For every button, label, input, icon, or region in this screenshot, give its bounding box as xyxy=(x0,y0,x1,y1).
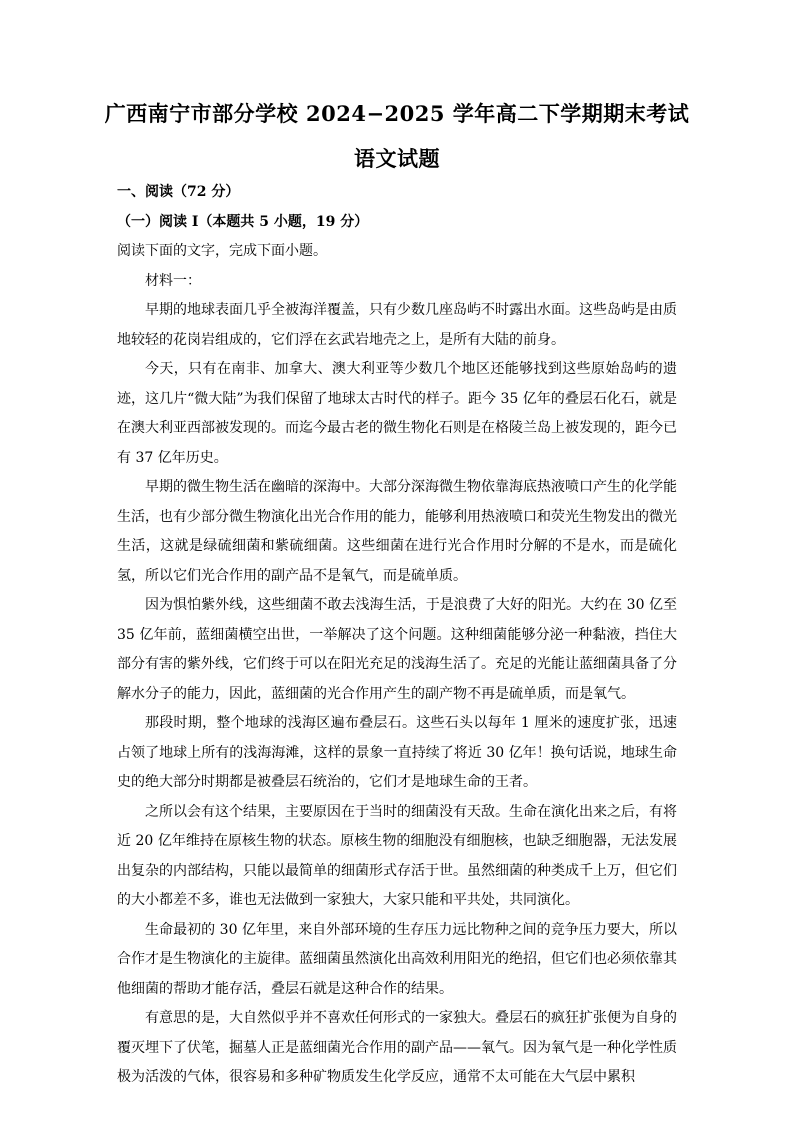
paragraph: 生命最初的 30 亿年里，来自外部环境的生存压力远比物种之间的竞争压力要大，所以合作才是生物演化的主旋律。蓝细菌虽然演化出高效利用阳光的绝招，但它们也必须依靠其他细菌的帮助才能存活，叠层石就是这种合作的结果。 xyxy=(117,921,677,997)
material-label: 材料一： xyxy=(145,272,201,289)
section-heading: 一、阅读（72 分） xyxy=(117,184,240,200)
paragraph: 早期的微生物生活在幽暗的深海中。大部分深海微生物依靠海底热液喷口产生的化学能生活，也有少部分微生物演化出光合作用的能力，能够利用热液喷口和荧光生物发出的微光生活，这就是绿硫细菌和紫硫细菌。这些细菌在进行光合作用时分解的不是水，而是硫化氢，所以它们光合作用的副产品不是氧气，而是硫单质。 xyxy=(117,479,677,584)
exam-subject-title: 语文试题 xyxy=(354,146,440,171)
paragraph: 之所以会有这个结果，主要原因在于当时的细菌没有天敌。生命在演化出来之后，有将近 20 亿年维持在原核生物的状态。原核生物的细胞没有细胞核，也缺乏细胞器，无法发展出复杂的内部结构，只能以最简单的细菌形式存活于世。虽然细菌的种类成千上万，但它们的大小都差不多，谁也无法做到一家独大，大家只能和平共处，共同演化。 xyxy=(117,803,677,908)
paragraph: 有意思的是，大自然似乎并不喜欢任何形式的一家独大。叠层石的疯狂扩张便为自身的覆灭埋下了伏笔，掘墓人正是蓝细菌光合作用的副产品——氧气。因为氧气是一种化学性质极为活泼的气体，很容易和多种矿物质发生化学反应，通常不太可能在大气层中累积 xyxy=(117,1010,677,1085)
paragraph: 因为惧怕紫外线，这些细菌不敢去浅海生活，于是浪费了大好的阳光。大约在 30 亿至 35 亿年前，蓝细菌横空出世，一举解决了这个问题。这种细菌能够分泌一种黏液，挡住大部分有害的紫外线，它们终于可以在阳光充足的浅海生活了。充足的光能让蓝细菌具备了分解水分子的能力，因此，蓝细菌的光合作用产生的副产物不再是硫单质，而是氧气。 xyxy=(117,597,677,702)
exam-title: 广西南宁市部分学校 2024−2025 学年高二下学期期末考试 xyxy=(104,101,690,126)
document-body xyxy=(117,178,677,1093)
subsection-heading: （一）阅读 I（本题共 5 小题，19 分） xyxy=(117,213,369,230)
paragraph: 今天，只有在南非、加拿大、澳大利亚等少数几个地区还能够找到这些原始岛屿的遗迹，这几片“微大陆”为我们保留了地球太古时代的样子。距今 35 亿年的叠层石化石，就是在澳大利亚西部被发现的。而迄今最古老的微生物化石则是在格陵兰岛上被发现的，距今已有 37 亿年历史。 xyxy=(117,361,677,466)
instruction-text: 阅读下面的文字，完成下面小题。 xyxy=(117,243,327,259)
paragraph: 那段时期，整个地球的浅海区遍布叠层石。这些石头以每年 1 厘米的速度扩张，迅速占领了地球上所有的浅海海滩，这样的景象一直持续了将近 30 亿年！换句话说，地球生命史的绝大部分时期都是被叠层石统治的，它们才是地球生命的王者。 xyxy=(117,715,677,790)
paragraph: 早期的地球表面几乎全被海洋覆盖，只有少数几座岛屿不时露出水面。这些岛屿是由质地较轻的花岗岩组成的，它们浮在玄武岩地壳之上，是所有大陆的前身。 xyxy=(117,302,677,348)
